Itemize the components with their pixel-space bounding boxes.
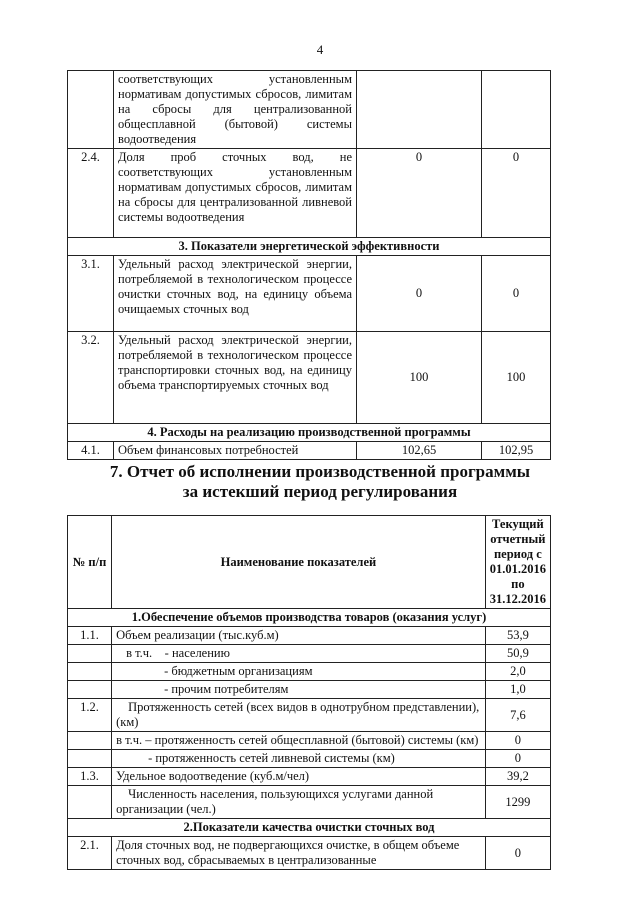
table-row [68, 837, 551, 870]
indicators-table-continued [67, 70, 551, 460]
row-value-planned: 102,65 [357, 442, 482, 460]
section-title: 2.Показатели качества очистки сточных вод [68, 819, 551, 837]
row-number [68, 71, 114, 149]
row-value-actual: 0 [482, 256, 551, 332]
page-number: 4 [316, 42, 324, 57]
row-text: в т.ч. - населению [112, 645, 486, 663]
row-number: 1.3. [68, 768, 112, 786]
row-number: 3.2. [68, 332, 114, 424]
row-value-planned: 100 [357, 332, 482, 424]
row-number [68, 681, 112, 699]
row-text: Объем реализации (тыс.куб.м) [112, 627, 486, 645]
row-value-actual: 100 [482, 332, 551, 424]
table-row [68, 786, 551, 819]
section-row [68, 819, 551, 837]
row-text: Удельное водоотведение (куб.м/чел) [112, 768, 486, 786]
row-text: в т.ч. – протяженность сетей общесплавной (бытовой) системы (км) [112, 732, 486, 750]
row-value-actual: 102,95 [482, 442, 551, 460]
table-row [68, 645, 551, 663]
row-value-planned: 0 [357, 256, 482, 332]
row-number: 3.1. [68, 256, 114, 332]
row-value-planned: 0 [357, 149, 482, 238]
row-value: 1,0 [485, 681, 550, 699]
row-value: 1299 [485, 786, 550, 819]
row-number [68, 786, 112, 819]
row-number: 4.1. [68, 442, 114, 460]
row-text: - протяженность сетей ливневой системы (км) [112, 750, 486, 768]
header-num: № п/п [68, 516, 112, 609]
table-row [68, 750, 551, 768]
row-text: Доля сточных вод, не подвергающихся очистке, в общем объеме сточных вод, сбрасываемых в централизованные [112, 837, 486, 870]
row-value-actual [482, 71, 551, 149]
section-heading [0, 462, 640, 502]
section-row [68, 609, 551, 627]
row-value: 2,0 [485, 663, 550, 681]
table-row [68, 768, 551, 786]
row-text: Удельный расход электрической энергии, потребляемой в технологическом процессе очистки сточных вод, на единицу объема очищаемых сточных вод [114, 256, 357, 332]
row-value-actual: 0 [482, 149, 551, 238]
row-text: соответствующих установленным нормативам допустимых сбросов, лимитам на сбросы для централизованной общесплавной (бытовой) системы водоотведения [114, 71, 357, 149]
header-name: Наименование показателей [112, 516, 486, 609]
table-row [68, 332, 551, 424]
row-number: 1.2. [68, 699, 112, 732]
section-row [68, 424, 551, 442]
row-number: 1.1. [68, 627, 112, 645]
heading-line-1: 7. Отчет об исполнении производственной программы [109, 462, 531, 481]
row-text: - бюджетным организациям [112, 663, 486, 681]
table-row [68, 627, 551, 645]
section-row [68, 238, 551, 256]
table-row [68, 256, 551, 332]
row-text: Доля проб сточных вод, не соответствующих установленным нормативам допустимых сбросов, лимитам на сбросы для централизованной ливневой системы водоотведения [114, 149, 357, 238]
row-value: 7,6 [485, 699, 550, 732]
section-title: 4. Расходы на реализацию производственной программы [68, 424, 551, 442]
row-number [68, 663, 112, 681]
heading-line-2: за истекший период регулирования [182, 482, 458, 501]
table-row [68, 149, 551, 238]
row-value: 39,2 [485, 768, 550, 786]
row-text: Протяженность сетей (всех видов в однотрубном представлении), (км) [112, 699, 486, 732]
table-row [68, 442, 551, 460]
row-number [68, 732, 112, 750]
row-text: Объем финансовых потребностей [114, 442, 357, 460]
row-value-planned [357, 71, 482, 149]
row-number: 2.4. [68, 149, 114, 238]
program-report-table [67, 515, 551, 870]
section-title: 1.Обеспечение объемов производства товаров (оказания услуг) [68, 609, 551, 627]
row-value: 53,9 [485, 627, 550, 645]
row-number [68, 750, 112, 768]
section-title: 3. Показатели энергетической эффективности [68, 238, 551, 256]
row-text: - прочим потребителям [112, 681, 486, 699]
table-row [68, 71, 551, 149]
row-text: Численность населения, пользующихся услугами данной организации (чел.) [112, 786, 486, 819]
table-header-row [68, 516, 551, 609]
row-text: Удельный расход электрической энергии, потребляемой в технологическом процессе транспортировки сточных вод, на единицу объема транспортируемых сточных вод [114, 332, 357, 424]
row-value: 0 [485, 732, 550, 750]
row-value: 0 [485, 837, 550, 870]
table-row [68, 699, 551, 732]
row-number [68, 645, 112, 663]
row-number: 2.1. [68, 837, 112, 870]
header-period: Текущий отчетный период с 01.01.2016 по 31.12.2016 [485, 516, 550, 609]
row-value: 50,9 [485, 645, 550, 663]
table-row [68, 681, 551, 699]
row-value: 0 [485, 750, 550, 768]
table-row [68, 663, 551, 681]
table-row [68, 732, 551, 750]
